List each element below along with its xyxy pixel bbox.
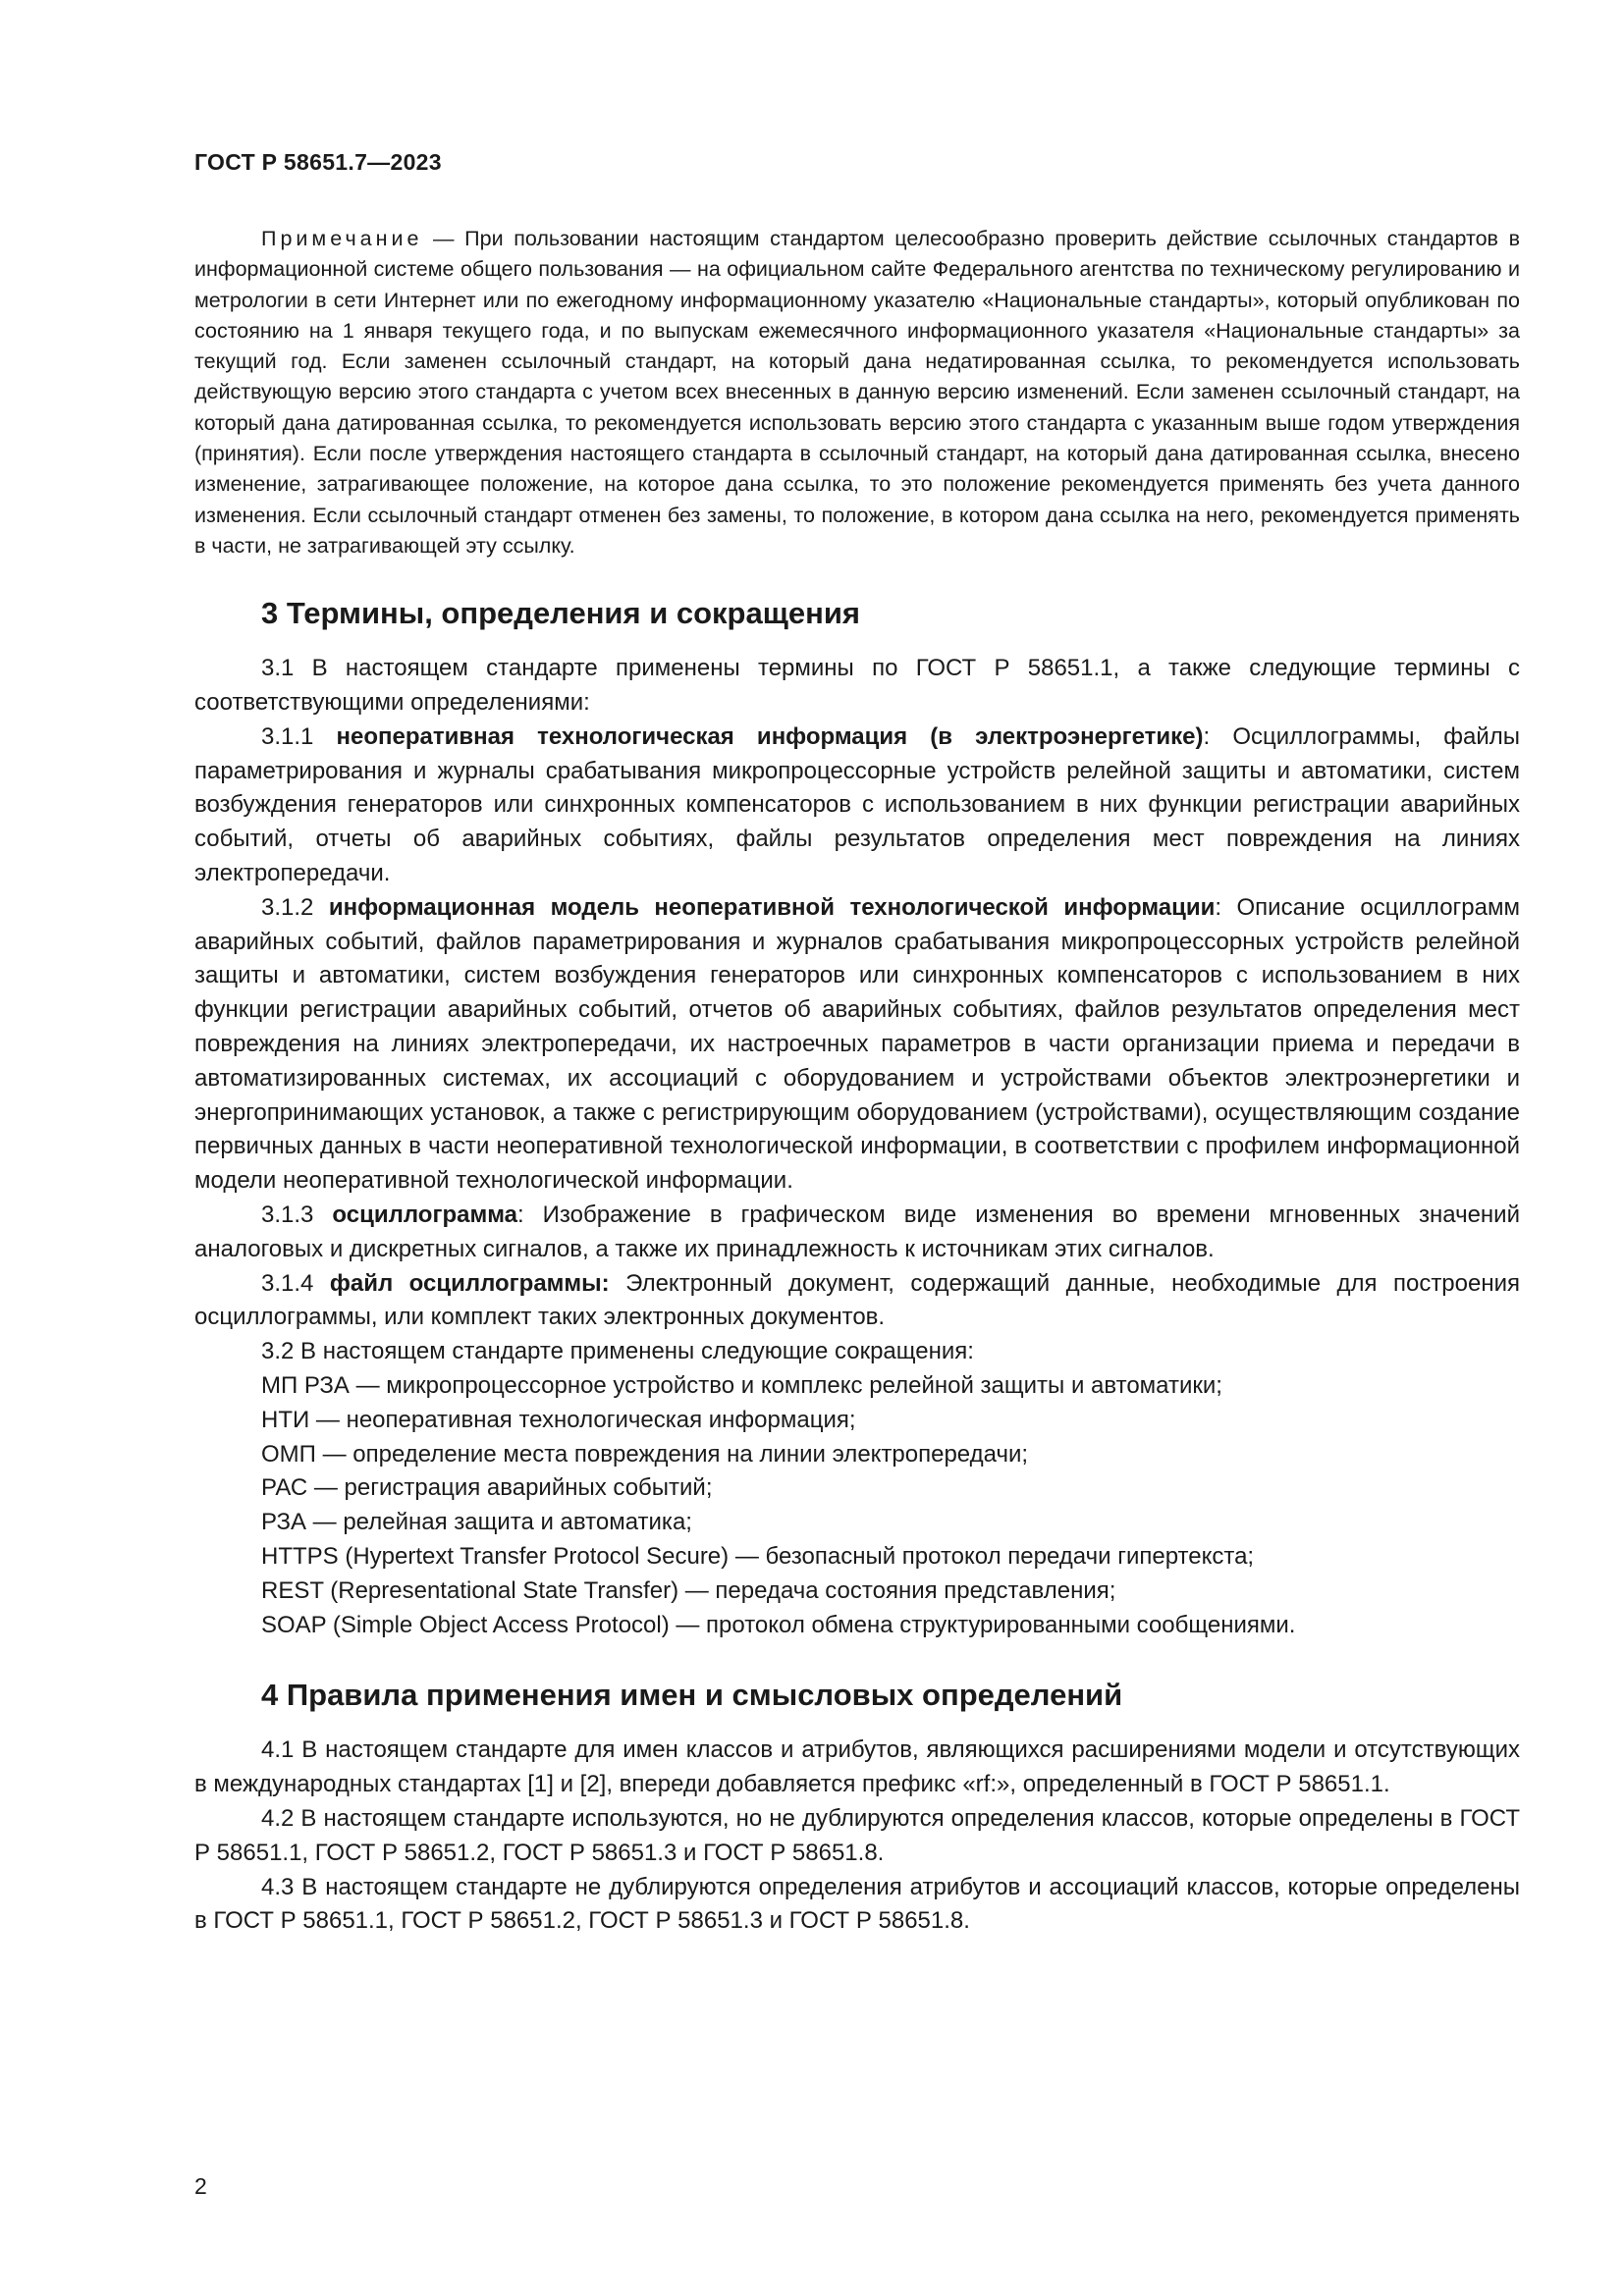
abbreviation-item: SOAP (Simple Object Access Protocol) — протокол обмена структурированными сообщениями.	[261, 1611, 1296, 1638]
abbreviation-item: ОМП — определение места повреждения на линии электропередачи;	[261, 1440, 1029, 1468]
term-3-1-1: 3.1.1 неоперативная технологическая информация (в электроэнергетике): Осциллограммы, файлы параметрирования и журналы срабатывания микропроцессорные устройств релейной защиты и автоматики, систем возбуждения генераторов или синхронных компенсаторов с использованием в них функции регистрации аварийных событий, отчеты об аварийных событиях, файлы результатов определения мест повреждения на линиях электропередачи.	[194, 722, 1521, 887]
term-definition: Осциллограммы, файлы параметрирования и журналы срабатывания микропроцессорные устройств релейной защиты и автоматики, систем возбуждения генераторов или синхронных компенсаторов с использованием в них функции регистрации аварийных событий, отчеты об аварийных событиях, файлы результатов определения мест повреждения на линиях электропередачи.	[194, 722, 1521, 887]
term-number: 3.1.4	[261, 1269, 314, 1297]
term-definition: Электронный документ, содержащий данные, необходимые для построения осциллограммы, или комплект таких электронных документов.	[194, 1269, 1521, 1331]
abbreviation-item: REST (Representational State Transfer) — передача состояния представления;	[261, 1576, 1116, 1604]
term-number: 3.1.1	[261, 722, 314, 750]
paragraph-3-2: 3.2 В настоящем стандарте применены следующие сокращения:	[261, 1338, 974, 1365]
term-3-1-4	[194, 1267, 1520, 1336]
term-name: файл осциллограммы:	[329, 1269, 610, 1297]
abbreviation-item: МП РЗА — микропроцессорное устройство и комплекс релейной защиты и автоматики;	[261, 1372, 1222, 1399]
term-name: осциллограмма	[332, 1201, 517, 1229]
abbreviation-item: РЗА — релейная защита и автоматика;	[261, 1509, 692, 1536]
section-4-title: 4 Правила применения имен и смысловых определений	[261, 1678, 1123, 1713]
section-3-title: 3 Термины, определения и сокращения	[261, 596, 860, 631]
note-dash: —	[422, 227, 465, 250]
note-text: При пользовании настоящим стандартом целесообразно проверить действие ссылочных стандартов в информационной системе общего пользования — на официальном сайте Федерального агентства по техническому регулированию и метрологии в сети Интернет или по ежегодному информационному указателю «Национальные стандарты», который опубликован по состоянию на 1 января текущего года, и по выпускам ежемесячного информационного указателя «Национальные стандарты» за текущий год. Если заменен ссылочный стандарт, на который дана недатированная ссылка, то рекомендуется использовать действующую версию этого стандарта с учетом всех внесенных в данную версию изменений. Если заменен ссылочный стандарт, на который дана датированная ссылка, то рекомендуется использовать версию этого стандарта с указанным выше годом утверждения (принятия). Если после утверждения настоящего стандарта в ссылочный стандарт, на который дана датированная ссылка, внесено изменение, затрагивающее положение, на которое дана ссылка, то это положение рекомендуется применять без учета данного изменения. Если ссылочный стандарт отменен без замены, то положение, в котором дана ссылка на него, рекомендуется применять в части, не затрагивающей эту ссылку.	[194, 227, 1520, 558]
paragraph-3-1: 3.1 В настоящем стандарте применены термины по ГОСТ Р 58651.1, а также следующие термины с соответствующими определениями:	[194, 655, 1520, 717]
paragraph-4-2: 4.2 В настоящем стандарте используются, но не дублируются определения классов, которые определены в ГОСТ Р 58651.1, ГОСТ Р 58651.2, ГОСТ Р 58651.3 и ГОСТ Р 58651.8.	[194, 1804, 1520, 1866]
term-number: 3.1.3	[261, 1201, 314, 1229]
paragraph-4-1: 4.1 В настоящем стандарте для имен классов и атрибутов, являющихся расширениями модели и отсутствующих в международных стандартах [1] и [2], впереди добавляется префикс «rf:», определенный в ГОСТ Р 58651.1.	[194, 1736, 1520, 1798]
note-paragraph	[194, 224, 1520, 561]
abbreviation-item: НТИ — неоперативная технологическая информация;	[261, 1406, 856, 1433]
term-definition: Изображение в графическом виде изменения во времени мгновенных значений аналоговых и дискретных сигналов, а также их принадлежность к источникам этих сигналов.	[194, 1201, 1520, 1262]
term-number: 3.1.2	[261, 893, 314, 921]
term-definition: Описание осциллограмм аварийных событий, файлов параметрирования и журналов срабатывания микропроцессорных устройств релейной защиты и автоматики, систем возбуждения генераторов или синхронных компенсаторов с использованием в них функции регистрации аварийных событий, отчетов об аварийных событиях, файлов результатов определения мест повреждения на линиях электропередачи, их настроечных параметров в части организации приема и передачи в автоматизированных системах, их ассоциаций с оборудованием и устройствами объектов электроэнергетики и энергопринимающих установок, а также с регистрирующим оборудованием (устройствами), осуществляющим создание первичных данных в части неоперативной технологической информации, в соответствии с профилем информационной модели неоперативной технологической информации.	[194, 893, 1520, 1195]
abbreviation-item: РАС — регистрация аварийных событий;	[261, 1474, 713, 1502]
term-name: информационная модель неоперативной технологической информации	[328, 893, 1216, 921]
paragraph-4-3: 4.3 В настоящем стандарте не дублируются определения атрибутов и ассоциаций классов, которые определены в ГОСТ Р 58651.1, ГОСТ Р 58651.2, ГОСТ Р 58651.3 и ГОСТ Р 58651.8.	[194, 1873, 1520, 1935]
note-label: Примечание	[261, 227, 423, 250]
document-code-header: ГОСТ Р 58651.7—2023	[194, 149, 442, 175]
abbreviation-item: HTTPS (Hypertext Transfer Protocol Secure) — безопасный протокол передачи гипертекста;	[261, 1542, 1255, 1570]
term-3-1-3: 3.1.3 осциллограмма: Изображение в графическом виде изменения во времени мгновенных значений аналоговых и дискретных сигналов, а также их принадлежность к источникам этих сигналов.	[194, 1201, 1520, 1262]
term-name: неоперативная технологическая информация (в электроэнергетике)	[336, 722, 1204, 750]
page-content	[194, 224, 1520, 1939]
page-number: 2	[194, 2173, 207, 2199]
term-3-1-2: 3.1.2 информационная модель неоперативной технологической информации: Описание осциллограмм аварийных событий, файлов параметрирования и журналов срабатывания микропроцессорных устройств релейной защиты и автоматики, систем возбуждения генераторов или синхронных компенсаторов с использованием в них функции регистрации аварийных событий, отчетов об аварийных событиях, файлов результатов определения мест повреждения на линиях электропередачи, их настроечных параметров в части организации приема и передачи в автоматизированных системах, их ассоциаций с оборудованием и устройствами объектов электроэнергетики и энергопринимающих установок, а также с регистрирующим оборудованием (устройствами), осуществляющим создание первичных данных в части неоперативной технологической информации, в соответствии с профилем информационной модели неоперативной технологической информации.	[194, 893, 1520, 1195]
